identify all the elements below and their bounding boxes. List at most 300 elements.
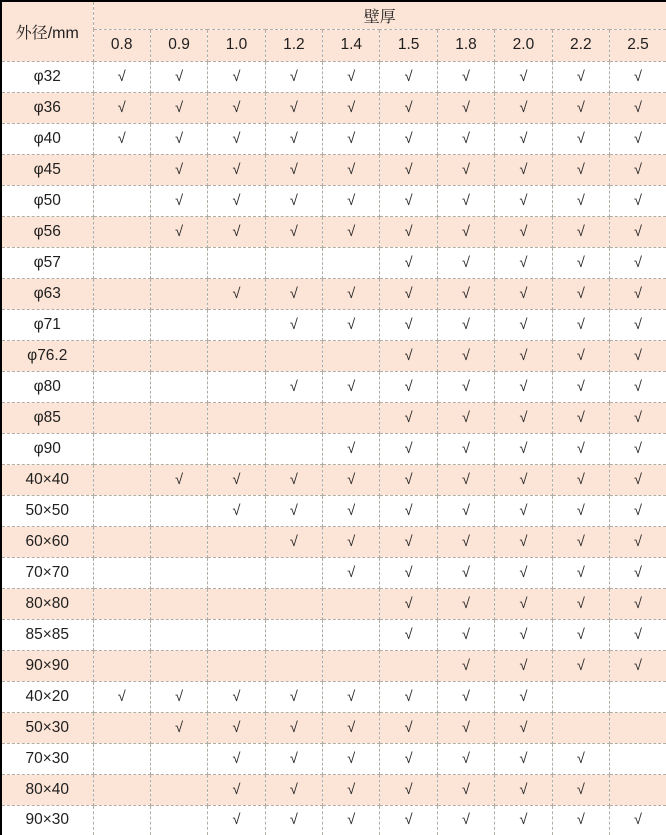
outer-diameter-header: 外径/mm: [1, 1, 93, 61]
thickness-col-2.2: 2.2: [552, 29, 609, 61]
check-cell: √: [552, 805, 609, 835]
empty-cell: [265, 588, 322, 619]
check-cell: √: [208, 464, 265, 495]
empty-cell: [93, 526, 150, 557]
row-label: φ50: [1, 185, 93, 216]
empty-cell: [265, 619, 322, 650]
row-label: φ36: [1, 92, 93, 123]
empty-cell: [150, 774, 207, 805]
check-cell: √: [495, 681, 552, 712]
check-cell: √: [552, 774, 609, 805]
check-cell: √: [437, 743, 494, 774]
check-cell: √: [552, 278, 609, 309]
row-label: φ63: [1, 278, 93, 309]
check-cell: √: [610, 216, 666, 247]
check-cell: √: [323, 309, 380, 340]
thickness-col-1.2: 1.2: [265, 29, 322, 61]
check-cell: √: [208, 92, 265, 123]
empty-cell: [323, 588, 380, 619]
table-row: [1, 185, 666, 216]
check-cell: √: [437, 805, 494, 835]
check-cell: √: [93, 92, 150, 123]
empty-cell: [208, 650, 265, 681]
check-cell: √: [208, 805, 265, 835]
check-cell: √: [610, 526, 666, 557]
thickness-col-2.0: 2.0: [495, 29, 552, 61]
check-cell: √: [495, 619, 552, 650]
check-cell: √: [437, 464, 494, 495]
check-cell: √: [380, 557, 437, 588]
empty-cell: [208, 371, 265, 402]
header-group-row: [1, 1, 666, 29]
check-cell: √: [380, 805, 437, 835]
check-cell: √: [93, 123, 150, 154]
empty-cell: [380, 650, 437, 681]
empty-cell: [93, 371, 150, 402]
check-cell: √: [380, 309, 437, 340]
table-row: [1, 495, 666, 526]
row-label: 40×20: [1, 681, 93, 712]
empty-cell: [150, 371, 207, 402]
check-cell: √: [437, 712, 494, 743]
check-cell: √: [437, 185, 494, 216]
check-cell: √: [323, 681, 380, 712]
empty-cell: [93, 402, 150, 433]
table-row: [1, 588, 666, 619]
wall-thickness-header: 壁厚: [93, 1, 666, 29]
check-cell: √: [437, 61, 494, 92]
row-label: 50×30: [1, 712, 93, 743]
check-cell: √: [610, 588, 666, 619]
empty-cell: [610, 743, 666, 774]
table-row: [1, 464, 666, 495]
check-cell: √: [437, 402, 494, 433]
check-cell: √: [437, 526, 494, 557]
row-label: φ71: [1, 309, 93, 340]
check-cell: √: [93, 681, 150, 712]
row-label: 50×50: [1, 495, 93, 526]
check-cell: √: [437, 588, 494, 619]
empty-cell: [610, 712, 666, 743]
check-cell: √: [437, 278, 494, 309]
check-cell: √: [380, 340, 437, 371]
empty-cell: [150, 340, 207, 371]
check-cell: √: [437, 557, 494, 588]
check-cell: √: [610, 309, 666, 340]
check-cell: √: [323, 464, 380, 495]
check-cell: √: [552, 433, 609, 464]
check-cell: √: [380, 154, 437, 185]
thickness-col-1.8: 1.8: [437, 29, 494, 61]
thickness-col-2.5: 2.5: [610, 29, 666, 61]
empty-cell: [323, 650, 380, 681]
check-cell: √: [437, 619, 494, 650]
check-cell: √: [610, 805, 666, 835]
row-label: 70×70: [1, 557, 93, 588]
check-cell: √: [208, 154, 265, 185]
check-cell: √: [552, 216, 609, 247]
check-cell: √: [495, 557, 552, 588]
check-cell: √: [437, 650, 494, 681]
check-cell: √: [495, 185, 552, 216]
check-cell: √: [150, 61, 207, 92]
empty-cell: [93, 743, 150, 774]
empty-cell: [323, 402, 380, 433]
check-cell: √: [437, 216, 494, 247]
check-cell: √: [150, 712, 207, 743]
check-cell: √: [437, 340, 494, 371]
empty-cell: [93, 216, 150, 247]
empty-cell: [323, 340, 380, 371]
table-body: [1, 61, 666, 835]
empty-cell: [208, 526, 265, 557]
check-cell: √: [265, 154, 322, 185]
empty-cell: [208, 402, 265, 433]
check-cell: √: [323, 61, 380, 92]
check-cell: √: [380, 681, 437, 712]
row-label: 90×90: [1, 650, 93, 681]
table-row: [1, 123, 666, 154]
empty-cell: [150, 402, 207, 433]
check-cell: √: [495, 433, 552, 464]
table-row: [1, 805, 666, 835]
table-row: [1, 247, 666, 278]
empty-cell: [265, 402, 322, 433]
check-cell: √: [208, 278, 265, 309]
check-cell: √: [610, 495, 666, 526]
empty-cell: [208, 309, 265, 340]
empty-cell: [150, 588, 207, 619]
check-cell: √: [265, 495, 322, 526]
check-cell: √: [380, 402, 437, 433]
empty-cell: [93, 588, 150, 619]
empty-cell: [93, 619, 150, 650]
empty-cell: [265, 650, 322, 681]
check-cell: √: [323, 526, 380, 557]
check-cell: √: [437, 92, 494, 123]
table-row: [1, 402, 666, 433]
check-cell: √: [437, 154, 494, 185]
check-cell: √: [323, 371, 380, 402]
empty-cell: [93, 154, 150, 185]
row-label: φ80: [1, 371, 93, 402]
check-cell: √: [552, 588, 609, 619]
table-row: [1, 61, 666, 92]
check-cell: √: [495, 61, 552, 92]
check-cell: √: [495, 371, 552, 402]
check-cell: √: [265, 464, 322, 495]
table-row: [1, 557, 666, 588]
table-row: [1, 619, 666, 650]
check-cell: √: [323, 433, 380, 464]
check-cell: √: [610, 92, 666, 123]
row-label: φ45: [1, 154, 93, 185]
check-cell: √: [265, 805, 322, 835]
empty-cell: [150, 247, 207, 278]
row-label: 85×85: [1, 619, 93, 650]
check-cell: √: [437, 495, 494, 526]
check-cell: √: [265, 216, 322, 247]
empty-cell: [93, 495, 150, 526]
row-label: 70×30: [1, 743, 93, 774]
empty-cell: [93, 464, 150, 495]
check-cell: √: [208, 743, 265, 774]
table-row: [1, 92, 666, 123]
check-cell: √: [150, 464, 207, 495]
check-cell: √: [208, 495, 265, 526]
check-cell: √: [552, 123, 609, 154]
empty-cell: [552, 712, 609, 743]
check-cell: √: [208, 61, 265, 92]
table-row: [1, 712, 666, 743]
check-cell: √: [552, 340, 609, 371]
empty-cell: [208, 557, 265, 588]
check-cell: √: [495, 402, 552, 433]
check-cell: √: [380, 61, 437, 92]
table-row: [1, 774, 666, 805]
check-cell: √: [208, 681, 265, 712]
empty-cell: [150, 495, 207, 526]
check-cell: √: [495, 278, 552, 309]
empty-cell: [610, 681, 666, 712]
check-cell: √: [150, 681, 207, 712]
thickness-col-1.4: 1.4: [323, 29, 380, 61]
check-cell: √: [610, 340, 666, 371]
check-cell: √: [610, 278, 666, 309]
check-cell: √: [552, 247, 609, 278]
empty-cell: [552, 681, 609, 712]
check-cell: √: [610, 650, 666, 681]
empty-cell: [208, 247, 265, 278]
check-cell: √: [380, 495, 437, 526]
check-cell: √: [265, 309, 322, 340]
check-cell: √: [437, 247, 494, 278]
check-cell: √: [93, 61, 150, 92]
row-label: φ32: [1, 61, 93, 92]
check-cell: √: [150, 123, 207, 154]
table-row: [1, 526, 666, 557]
check-cell: √: [265, 185, 322, 216]
check-cell: √: [323, 278, 380, 309]
check-cell: √: [323, 743, 380, 774]
check-cell: √: [208, 712, 265, 743]
check-cell: √: [380, 371, 437, 402]
check-cell: √: [610, 123, 666, 154]
check-cell: √: [150, 154, 207, 185]
empty-cell: [265, 557, 322, 588]
row-label: 90×30: [1, 805, 93, 835]
empty-cell: [93, 185, 150, 216]
check-cell: √: [495, 464, 552, 495]
empty-cell: [150, 433, 207, 464]
check-cell: √: [552, 619, 609, 650]
check-cell: √: [323, 805, 380, 835]
table-row: [1, 371, 666, 402]
empty-cell: [323, 247, 380, 278]
check-cell: √: [495, 774, 552, 805]
check-cell: √: [552, 371, 609, 402]
table-header: [1, 1, 666, 61]
check-cell: √: [610, 619, 666, 650]
empty-cell: [150, 557, 207, 588]
empty-cell: [93, 774, 150, 805]
check-cell: √: [380, 278, 437, 309]
table-row: [1, 681, 666, 712]
check-cell: √: [323, 92, 380, 123]
check-cell: √: [495, 309, 552, 340]
check-cell: √: [437, 774, 494, 805]
check-cell: √: [323, 712, 380, 743]
thickness-col-0.8: 0.8: [93, 29, 150, 61]
check-cell: √: [265, 61, 322, 92]
row-label: 60×60: [1, 526, 93, 557]
check-cell: √: [208, 216, 265, 247]
check-cell: √: [495, 216, 552, 247]
check-cell: √: [552, 650, 609, 681]
check-cell: √: [323, 185, 380, 216]
check-cell: √: [265, 774, 322, 805]
check-cell: √: [552, 92, 609, 123]
empty-cell: [208, 588, 265, 619]
empty-cell: [150, 526, 207, 557]
row-label: φ40: [1, 123, 93, 154]
check-cell: √: [380, 743, 437, 774]
check-cell: √: [552, 402, 609, 433]
check-cell: √: [495, 526, 552, 557]
thickness-col-0.9: 0.9: [150, 29, 207, 61]
check-cell: √: [552, 154, 609, 185]
check-cell: √: [552, 61, 609, 92]
empty-cell: [265, 247, 322, 278]
check-cell: √: [265, 743, 322, 774]
check-cell: √: [208, 774, 265, 805]
check-cell: √: [495, 340, 552, 371]
check-cell: √: [610, 402, 666, 433]
check-cell: √: [437, 371, 494, 402]
check-cell: √: [323, 123, 380, 154]
row-label: φ56: [1, 216, 93, 247]
check-cell: √: [552, 743, 609, 774]
check-cell: √: [552, 309, 609, 340]
table-row: [1, 154, 666, 185]
check-cell: √: [380, 247, 437, 278]
table-row: [1, 650, 666, 681]
check-cell: √: [495, 495, 552, 526]
table-row: [1, 433, 666, 464]
row-label: φ90: [1, 433, 93, 464]
row-label: φ85: [1, 402, 93, 433]
check-cell: √: [380, 123, 437, 154]
check-cell: √: [380, 526, 437, 557]
check-cell: √: [380, 216, 437, 247]
check-cell: √: [552, 495, 609, 526]
check-cell: √: [495, 92, 552, 123]
check-cell: √: [265, 526, 322, 557]
check-cell: √: [150, 185, 207, 216]
row-label: φ57: [1, 247, 93, 278]
check-cell: √: [437, 123, 494, 154]
empty-cell: [150, 743, 207, 774]
check-cell: √: [552, 557, 609, 588]
check-cell: √: [380, 92, 437, 123]
empty-cell: [265, 340, 322, 371]
table-row: [1, 340, 666, 371]
empty-cell: [93, 557, 150, 588]
check-cell: √: [610, 61, 666, 92]
check-cell: √: [323, 774, 380, 805]
table-row: [1, 216, 666, 247]
empty-cell: [93, 805, 150, 835]
empty-cell: [150, 278, 207, 309]
empty-cell: [93, 340, 150, 371]
row-label: 80×40: [1, 774, 93, 805]
check-cell: √: [552, 185, 609, 216]
row-label: 80×80: [1, 588, 93, 619]
empty-cell: [323, 619, 380, 650]
check-cell: √: [265, 371, 322, 402]
check-cell: √: [265, 278, 322, 309]
check-cell: √: [552, 526, 609, 557]
check-cell: √: [495, 247, 552, 278]
check-cell: √: [380, 588, 437, 619]
empty-cell: [93, 309, 150, 340]
check-cell: √: [437, 309, 494, 340]
check-cell: √: [323, 154, 380, 185]
empty-cell: [265, 433, 322, 464]
check-cell: √: [380, 433, 437, 464]
check-cell: √: [323, 216, 380, 247]
check-cell: √: [265, 712, 322, 743]
check-cell: √: [610, 371, 666, 402]
check-cell: √: [323, 495, 380, 526]
empty-cell: [150, 650, 207, 681]
check-cell: √: [437, 681, 494, 712]
check-cell: √: [437, 433, 494, 464]
check-cell: √: [610, 433, 666, 464]
check-cell: √: [380, 185, 437, 216]
check-cell: √: [495, 588, 552, 619]
check-cell: √: [265, 681, 322, 712]
empty-cell: [93, 650, 150, 681]
check-cell: √: [150, 92, 207, 123]
check-cell: √: [380, 774, 437, 805]
empty-cell: [150, 619, 207, 650]
thickness-values-row: [1, 29, 666, 61]
thickness-col-1.0: 1.0: [208, 29, 265, 61]
check-cell: √: [495, 743, 552, 774]
check-cell: √: [495, 650, 552, 681]
row-label: φ76.2: [1, 340, 93, 371]
check-cell: √: [610, 247, 666, 278]
check-cell: √: [380, 712, 437, 743]
check-cell: √: [610, 154, 666, 185]
thickness-col-1.5: 1.5: [380, 29, 437, 61]
check-cell: √: [380, 619, 437, 650]
empty-cell: [93, 278, 150, 309]
check-cell: √: [150, 216, 207, 247]
check-cell: √: [495, 805, 552, 835]
check-cell: √: [380, 464, 437, 495]
check-cell: √: [552, 464, 609, 495]
table-row: [1, 309, 666, 340]
empty-cell: [150, 309, 207, 340]
empty-cell: [93, 712, 150, 743]
row-label: 40×40: [1, 464, 93, 495]
check-cell: √: [208, 123, 265, 154]
empty-cell: [208, 433, 265, 464]
check-cell: √: [610, 185, 666, 216]
table-row: [1, 743, 666, 774]
